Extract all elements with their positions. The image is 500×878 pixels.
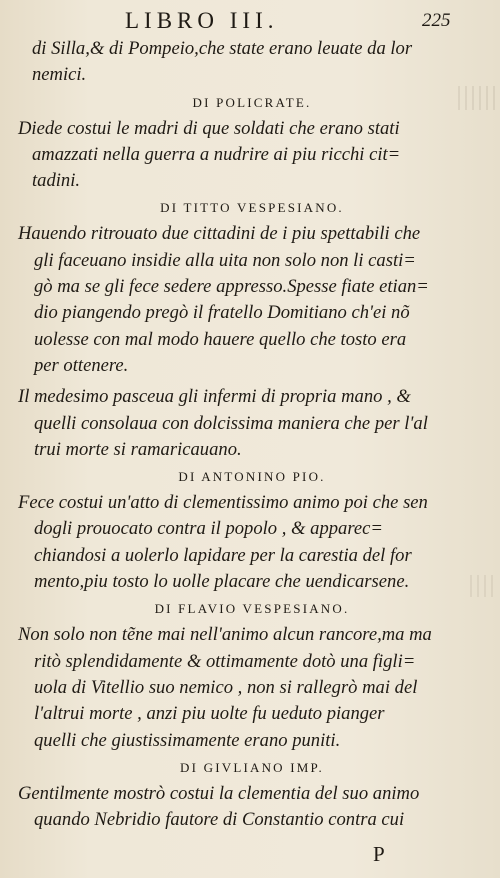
text-line: uolesse con mal modo hauere quello che tosto era (34, 328, 407, 350)
text-line: chiandosi a uolerlo lapidare per la carestia del for (34, 544, 412, 566)
text-line: ritò splendidamente & ottimamente dotò una figli= (34, 650, 416, 672)
text-line: gò ma se gli fece sedere appresso.Spesse fiate etian= (34, 276, 429, 298)
running-head: LIBRO III. (125, 8, 279, 33)
section-heading: DI FLAVIO VESPESIANO. (154, 601, 350, 617)
text-line: uola di Vitellio suo nemico , non si rallegrò mai del (34, 676, 418, 698)
text-line: Il medesimo pasceua gli infermi di propria mano , & (18, 386, 411, 408)
text-line: trui morte si ramaricauano. (34, 438, 242, 460)
text-line: Hauendo ritrouato due cittadini de i piu spettabili che (18, 223, 421, 245)
section-heading: DI POLICRATE. (192, 94, 312, 110)
text-line: quando Nebridio fautore di Constantio contra cui (34, 809, 405, 831)
text-line: amazzati nella guerra a nudrire ai piu ricchi cit= (32, 143, 401, 165)
signature-mark: P (373, 842, 385, 866)
page-number: 225 (422, 10, 451, 31)
text-line: quelli che giustissimamente erano puniti. (34, 729, 341, 751)
text-line: quelli consolaua con dolcissima maniera che per l'al (34, 412, 428, 434)
text-line: di Silla,& di Pompeio,che state erano leuate da lor (32, 38, 413, 59)
text-line: mento,piu tosto lo uolle placare che uendicarsene. (34, 571, 410, 593)
text-line: tadini. (32, 170, 81, 192)
section-heading: DI TITTO VESPESIANO. (160, 200, 344, 216)
page-body (18, 36, 486, 833)
text-line: per ottenere. (34, 354, 129, 376)
text-line: Fece costui un'atto di clementissimo animo poi che sen (18, 492, 428, 514)
section-heading: DI GIVLIANO IMP. (180, 759, 324, 775)
page-header (0, 6, 500, 36)
text-line: dio piangendo pregò il fratello Domitiano ch'ei nõ (34, 302, 410, 324)
text-line: dogli prouocato contra il popolo , & apparec= (34, 518, 383, 540)
section-heading: DI ANTONINO PIO. (178, 469, 326, 485)
text-line: Gentilmente mostrò costui la clementia del suo animo (18, 782, 420, 804)
text-line: gli faceuano insidie alla uita non solo non li casti= (34, 249, 416, 271)
text-line: Non solo non tẽne mai nell'animo alcun rancore,ma ma (18, 624, 432, 646)
text-line: l'altrui morte , anzi piu uolte fu ueduto pianger (34, 703, 385, 725)
text-line: Diede costui le madri di que soldati che erano stati (18, 117, 400, 139)
text-line: nemici. (32, 64, 87, 86)
